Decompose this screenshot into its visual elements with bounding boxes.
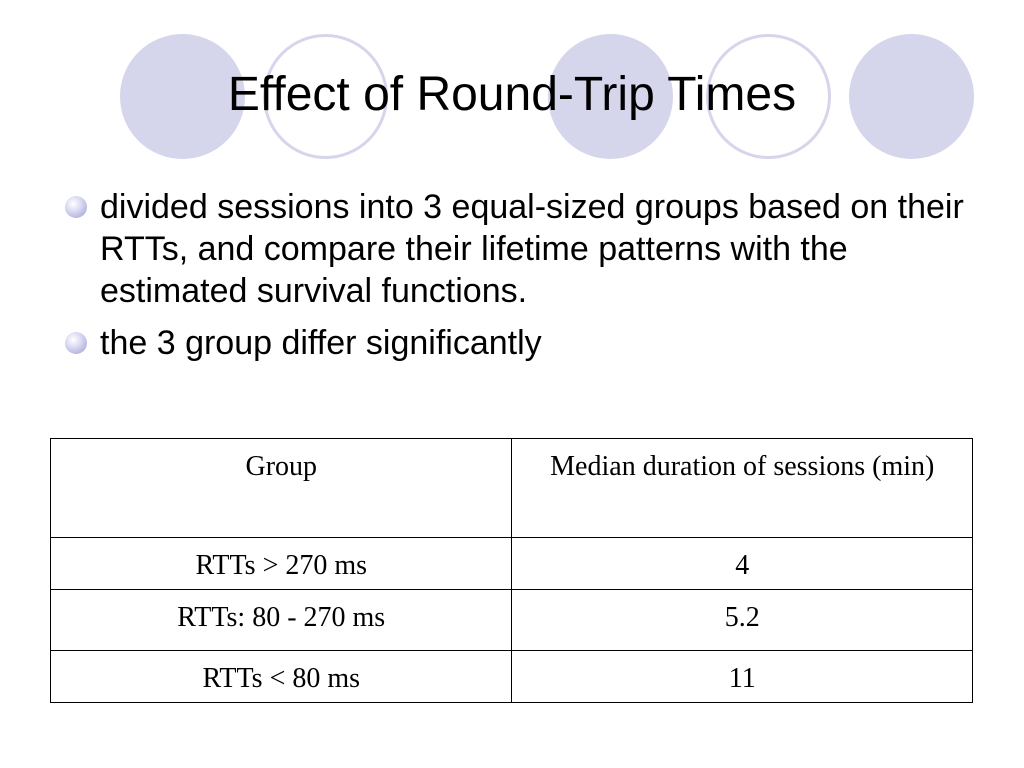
header-median-duration: Median duration of sessions (min)	[512, 439, 973, 538]
bullet-text: divided sessions into 3 equal-sized groups based on their RTTs, and compare their lifetime patterns with the estimated survival functions.	[100, 188, 964, 310]
table-cell-duration: 5.2	[512, 590, 973, 651]
bullet-item	[62, 186, 982, 312]
table-cell-group: RTTs: 80 - 270 ms	[51, 590, 512, 651]
table-header-row	[51, 439, 973, 538]
bullet-item	[62, 322, 982, 364]
bullet-icon	[65, 196, 87, 218]
bullet-list	[62, 186, 982, 374]
table-cell-duration: 11	[512, 651, 973, 703]
header-group: Group	[51, 439, 512, 538]
rtt-duration-table	[50, 438, 973, 703]
bullet-text: the 3 group differ significantly	[100, 324, 542, 362]
table-cell-group: RTTs > 270 ms	[51, 538, 512, 590]
bullet-icon	[65, 332, 87, 354]
slide-title: Effect of Round-Trip Times	[227, 68, 797, 121]
table-row	[51, 538, 973, 590]
table-cell-duration: 4	[512, 538, 973, 590]
table-row	[51, 590, 973, 651]
table-row	[51, 651, 973, 703]
table-cell-group: RTTs < 80 ms	[51, 651, 512, 703]
